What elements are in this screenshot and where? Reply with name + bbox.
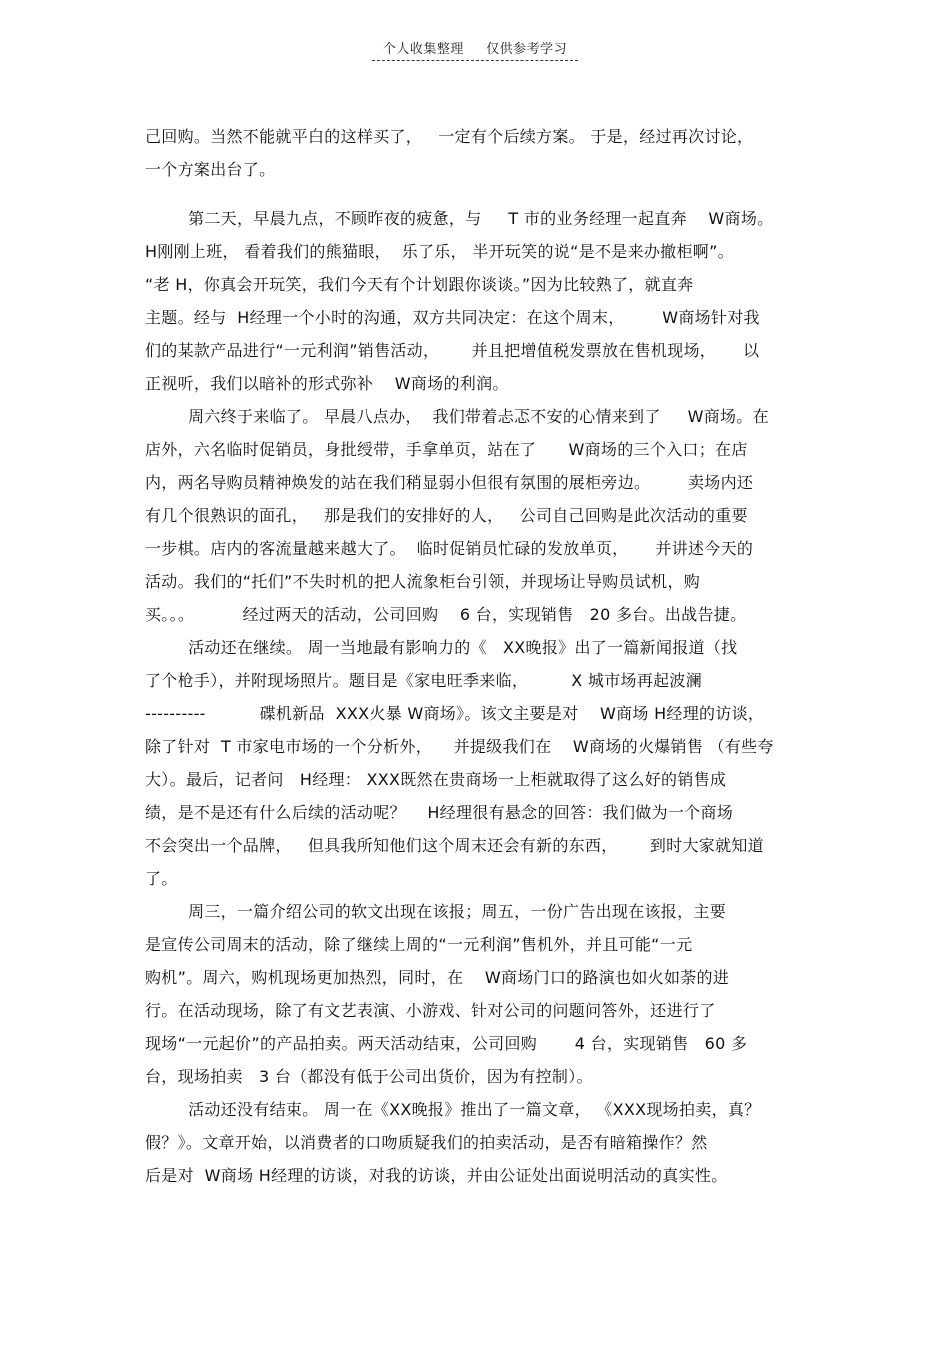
text-line: 一个方案出台了。	[145, 160, 276, 179]
text-line: 一步棋。店内的客流量越来越大了。 临时促销员忙碌的发放单页， 并讲述今天的	[145, 539, 754, 558]
text-line: 活动还没有结束。 周一在《XX晚报》推出了一篇文章， 《XXX现场拍卖，真？	[145, 1100, 761, 1119]
text-line: 内，两名导购员精神焕发的站在我们稍显弱小但很有氛围的展柜旁边。 卖场内还	[145, 473, 754, 492]
text-line: 行。在活动现场，除了有文艺表演、小游戏、针对公司的问题问答外，还进行了	[145, 1001, 716, 1020]
text-line: 己回购。当然不能就平白的这样买了， 一定有个后续方案。 于是，经过再次讨论，	[145, 127, 754, 146]
header-left-text: 个人收集整理	[382, 42, 464, 57]
text-line: 店外，六名临时促销员，身批绶带，手拿单页，站在了 W商场的三个入口；在店	[145, 440, 748, 459]
text-line: 了。	[145, 869, 178, 888]
text-line: 有几个很熟识的面孔， 那是我们的安排好的人， 公司自己回购是此次活动的重要	[145, 506, 748, 525]
text-line: ---------- 碟机新品 XXX火暴 W商场》。该文主要是对 W商场 H经理的访谈，	[145, 704, 765, 723]
text-line: 台，现场拍卖 3 台（都没有低于公司出货价，因为有控制）。	[145, 1067, 593, 1086]
page-header	[0, 38, 950, 62]
text-line: 购机”。周六，购机现场更加热烈，同时，在 W商场门口的路演也如火如荼的进	[145, 968, 730, 987]
text-line: 买。。。 经过两天的活动，公司回购 6 台，实现销售 20 多台。出战告捷。	[145, 605, 747, 624]
text-line: 除了针对 T 市家电市场的一个分析外， 并提级我们在 W商场的火爆销售 （有些夸	[145, 737, 774, 756]
text-line: 大）。最后，记者问 H经理： XXX既然在贵商场一上柜就取得了这么好的销售成	[145, 770, 727, 789]
text-line: 绩，是不是还有什么后续的活动呢？ H经理很有悬念的回答：我们做为一个商场	[145, 803, 734, 822]
text-line: 假？》。文章开始，以消费者的口吻质疑我们的拍卖活动，是否有暗箱操作？然	[145, 1133, 708, 1152]
document-body	[145, 120, 810, 1192]
text-line: 周六终于来临了。 早晨八点办， 我们带着忐忑不安的心情来到了 W商场。在	[145, 407, 769, 426]
text-line: 正视听，我们以暗补的形式弥补 W商场的利润。	[145, 374, 509, 393]
text-line: 是宣传公司周末的活动，除了继续上周的“一元利润”售机外，并且可能“一元	[145, 935, 693, 954]
text-line: 周三，一篇介绍公司的软文出现在该报；周五，一份广告出现在该报，主要	[145, 902, 726, 921]
text-line: 活动还在继续。 周一当地最有影响力的《 XX晚报》出了一篇新闻报道（找	[145, 638, 738, 657]
text-line: 不会突出一个品牌， 但具我所知他们这个周末还会有新的东西， 到时大家就知道	[145, 836, 764, 855]
text-line: H刚刚上班， 看着我们的熊猫眼， 乐了乐， 半开玩笑的说“是不是来办撤柜啊”。	[145, 242, 734, 261]
text-line: 主题。经与 H经理一个小时的沟通，双方共同决定：在这个周末， W商场针对我	[145, 308, 760, 327]
text-line: 第二天，早晨九点，不顾昨夜的疲惫，与 T 市的业务经理一起直奔 W商场。	[145, 209, 774, 228]
text-line: 活动。我们的“托们”不失时机的把人流象柜台引领，并现场让导购员试机，购	[145, 572, 701, 591]
header-right-text: 仅供参考学习	[486, 42, 568, 57]
text-line: 们的某款产品进行“一元利润”销售活动， 并且把增值税发票放在售机现场， 以	[145, 341, 760, 360]
text-line: 现场“一元起价”的产品拍卖。两天活动结束，公司回购 4 台，实现销售 60 多	[145, 1034, 748, 1053]
paragraph-gap	[145, 186, 810, 202]
text-line: “老 H，你真会开玩笑，我们今天有个计划跟你谈谈。”因为比较熟了，就直奔	[145, 275, 694, 294]
text-line: 后是对 W商场 H经理的访谈，对我的访谈，并由公证处出面说明活动的真实性。	[145, 1166, 728, 1185]
header-watermark	[372, 38, 578, 61]
text-line: 了个枪手），并附现场照片。题目是《家电旺季来临， X 城市场再起波澜	[145, 671, 703, 690]
